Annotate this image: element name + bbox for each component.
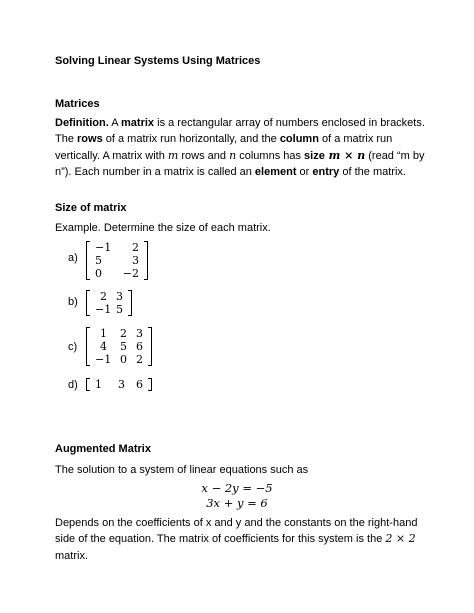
term-element: element [254, 166, 297, 179]
definition-text: of a matrix run horizontally, and the [102, 133, 280, 146]
term-size: size [304, 149, 325, 162]
math-m-by-n: m × n [324, 148, 366, 162]
math-n: n [229, 148, 237, 162]
matrix-cell: −2 [122, 267, 139, 280]
page-title: Solving Linear Systems Using Matrices [55, 55, 261, 67]
definition-text: (read “m by n”). Each number in a matrix is called an [55, 149, 425, 179]
definition-paragraph [55, 115, 427, 181]
section-heading-matrices: Matrices [55, 98, 100, 110]
matrix-cell: 3 [136, 327, 143, 340]
solution-intro-text: The solution to a system of linear equations such as [55, 464, 309, 476]
matrix-cell: 5 [120, 340, 127, 353]
matrix-cell: −1 [95, 241, 112, 254]
matrix-cell: 5 [95, 254, 102, 267]
definition-text: columns has [236, 149, 305, 162]
term-column: column [279, 133, 319, 146]
matrix-cell: 3 [118, 378, 125, 391]
definition-text: rows and [178, 149, 230, 162]
definition-label: Definition. [55, 117, 109, 129]
matrix-cell: 4 [100, 340, 107, 353]
term-entry: entry [312, 166, 340, 179]
matrix-cell: 0 [95, 267, 102, 280]
matrix-cell: 2 [136, 353, 143, 366]
definition-text: is a rectangular array of numbers enclosed in brackets. The [55, 117, 425, 146]
matrix-cell: 6 [136, 340, 143, 353]
example-text: Example. Determine the size of each matrix. [55, 222, 271, 234]
equation-2: 3x + y = 6 [206, 496, 268, 510]
term-matrix: matrix [121, 117, 155, 129]
matrix-cell: 2 [120, 327, 127, 340]
equation-1: x − 2y = −5 [201, 481, 273, 495]
matrix-cell: −1 [95, 303, 112, 316]
term-rows: rows [77, 133, 103, 146]
right-bracket [148, 378, 152, 391]
definition-text: of a matrix run vertically. A matrix with [55, 133, 393, 162]
matrix-cell: 1 [95, 378, 102, 391]
matrix-a-label: a) [68, 252, 78, 264]
right-bracket [148, 327, 152, 366]
matrix-cell: −1 [95, 353, 112, 366]
matrix-cell: 2 [132, 241, 139, 254]
matrix-a [86, 241, 148, 280]
matrix-cell: 2 [100, 290, 107, 303]
matrix-cell: 5 [116, 303, 123, 316]
definition-text: or [296, 166, 313, 179]
matrix-cell: 3 [116, 290, 123, 303]
matrix-d [86, 378, 152, 391]
matrix-cell: 0 [120, 353, 127, 366]
definition-text: of the matrix. [339, 166, 406, 179]
matrix-b-label: b) [68, 296, 78, 308]
math-m: m [167, 148, 179, 162]
matrix-b [86, 290, 132, 316]
closing-text: Depends on the coefficients of x and y and the constants on the right-hand side of the equation. The matrix of coefficients for this system is the [55, 517, 418, 546]
matrix-cell: 1 [100, 327, 107, 340]
matrix-c-label: c) [68, 341, 78, 353]
matrix-cell: 6 [136, 378, 143, 391]
closing-text: matrix. [55, 549, 88, 562]
closing-paragraph [55, 515, 427, 564]
right-bracket [144, 241, 148, 280]
section-heading-augmented: Augmented Matrix [55, 443, 151, 455]
section-heading-size: Size of matrix [55, 202, 127, 214]
matrix-d-label: d) [68, 379, 78, 391]
math-2-by-2: 2 × 2 [385, 532, 416, 546]
right-bracket [128, 290, 132, 316]
matrix-cell: 3 [132, 254, 139, 267]
matrix-c [86, 327, 152, 366]
definition-text: A [108, 117, 122, 129]
